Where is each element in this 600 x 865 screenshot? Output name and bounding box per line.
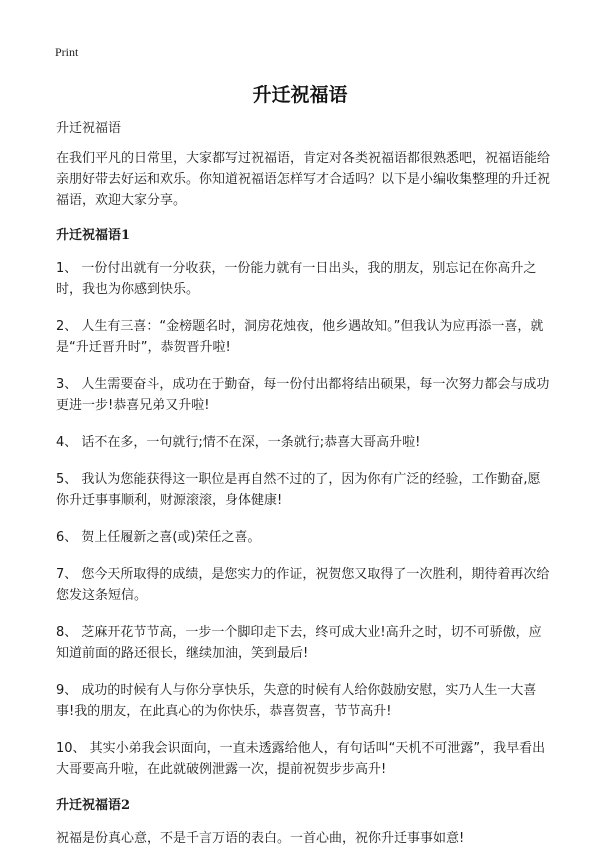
- list-item: 10、 其实小弟我会识面向，一直未透露给他人，有句话叫“天机不可泄露”，我早看出大哥要高升啦，在此就破例泄露一次，提前祝贺步步高升!: [56, 741, 546, 777]
- article-subtitle: 升迁祝福语: [56, 121, 122, 136]
- list-item: 祝福是份真心意，不是千言万语的表白。一首心曲，祝你升迁事事如意!: [56, 831, 465, 846]
- list-item: 9、 成功的时候有人与你分享快乐，失意的时候有人给你鼓励安慰，实乃人生一大喜事!我的朋友，在此真心的为你快乐，恭喜贺喜，节节高升!: [56, 683, 537, 719]
- print-link[interactable]: Print: [55, 45, 79, 59]
- list-item: 2、 人生有三喜：“金榜题名时，洞房花烛夜，他乡遇故知。”但我认为应再添一喜，就是“升迁晋升时”，恭贺晋升啦!: [56, 319, 544, 355]
- list-item: 3、 人生需要奋斗，成功在于勤奋，每一份付出都将结出硕果，每一次努力都会与成功更进一步!恭喜兄弟又升啦!: [56, 377, 550, 413]
- article-body: [56, 118, 550, 865]
- list-item: 6、 贺上任履新之喜(或)荣任之喜。: [56, 530, 261, 545]
- list-item: 1、 一份付出就有一分收获，一份能力就有一日出头，我的朋友，别忘记在你高升之时，我也为你感到快乐。: [56, 261, 537, 297]
- section-heading-2: 升迁祝福语2: [56, 798, 131, 813]
- section-heading-1: 升迁祝福语1: [56, 228, 131, 243]
- list-item: 8、 芝麻开花节节高，一步一个脚印走下去，终可成大业!高升之时，切不可骄傲，应知道前面的路还很长，继续加油，笑到最后!: [56, 625, 542, 661]
- list-item: 7、 您今天所取得的成绩，是您实力的作证，祝贺您又取得了一次胜利，期待着再次给您发这条短信。: [56, 567, 550, 603]
- article-intro: 在我们平凡的日常里，大家都写过祝福语，肯定对各类祝福语都很熟悉吧，祝福语能给亲朋好带去好运和欢乐。你知道祝福语怎样写才合适吗？以下是小编收集整理的升迁祝福语，欢迎大家分享。: [56, 151, 551, 208]
- page-title: 升迁祝福语: [252, 84, 348, 106]
- list-item: 4、 话不在多，一句就行;情不在深，一条就行;恭喜大哥高升啦!: [56, 435, 421, 450]
- list-item: 5、 我认为您能获得这一职位是再自然不过的了，因为你有广泛的经验，工作勤奋,愿你升迁事事顺利，财源滚滚，身体健康!: [56, 472, 541, 508]
